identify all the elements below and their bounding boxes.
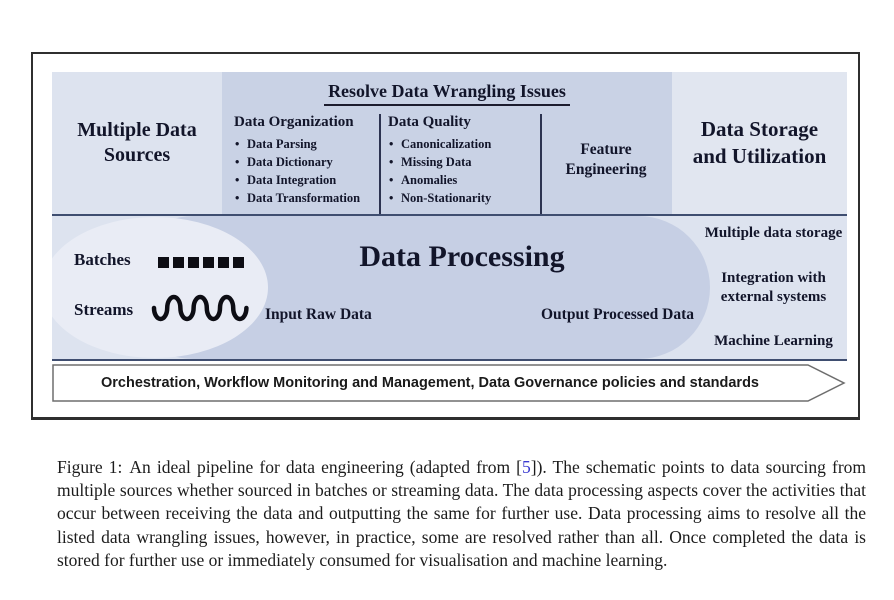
column-divider (379, 114, 381, 218)
list-item: • Anomalies (388, 171, 534, 189)
stream-wave-icon (150, 292, 250, 332)
wrangling-panel-title: Resolve Data Wrangling Issues (324, 81, 570, 106)
list-item: Multiple data storage (704, 225, 843, 241)
data-wrangling-panel (222, 72, 672, 214)
data-quality-column (388, 114, 534, 210)
data-organization-list (234, 135, 377, 207)
list-item: Integration with external systems (720, 269, 827, 305)
list-item: • Data Integration (234, 171, 377, 189)
storage-utilization-list (700, 216, 847, 359)
data-organization-column (234, 114, 377, 210)
list-item: • Missing Data (388, 153, 534, 171)
orchestration-arrow (52, 364, 847, 402)
data-organization-title: Data Organization (234, 114, 354, 130)
data-quality-list (388, 135, 534, 207)
citation-link[interactable]: 5 (522, 456, 531, 477)
sources-blob (52, 217, 268, 358)
caption-prefix: Figure 1: (57, 456, 123, 477)
multiple-data-sources-panel (52, 72, 222, 214)
batch-squares-icon (158, 257, 244, 268)
batches-label: Batches (74, 250, 131, 269)
data-quality-title: Data Quality (388, 114, 471, 130)
figure-caption (57, 456, 866, 573)
list-item: • Data Dictionary (234, 153, 377, 171)
orchestration-arrow-label: Orchestration, Workflow Monitoring and Management, Data Governance policies and standards (101, 374, 759, 391)
streams-label: Streams (74, 300, 134, 319)
data-processing-row (52, 216, 847, 359)
row-divider-line (52, 359, 847, 361)
input-raw-data-label: Input Raw Data (265, 306, 372, 323)
caption-text-after-citation: ]). The schematic points to data sourcing from multiple sources whether sourced in batches or streaming data. The data processing aspects cover the activities that occur between receiving the data and outputting the same for further use. Data processing aims to resolve all the listed data wrangling issues, however, in practice, some are resolved rather than all. Once completed the data is stored for further use or immediately consumed for visualisation and machine learning. (57, 456, 867, 571)
data-processing-title: Data Processing (359, 240, 565, 273)
output-processed-data-label: Output Processed Data (541, 306, 694, 323)
feature-engineering-column (544, 114, 668, 210)
list-item: • Data Parsing (234, 135, 377, 153)
pipeline-figure (31, 52, 860, 420)
data-storage-title: Data Storage and Utilization (692, 117, 827, 168)
feature-engineering-title: Feature Engineering (565, 141, 647, 178)
caption-text-before-citation: An ideal pipeline for data engineering (adapted from [ (129, 456, 523, 477)
multiple-data-sources-title: Multiple Data Sources (77, 119, 197, 166)
column-divider (540, 114, 542, 218)
data-storage-panel (672, 72, 847, 214)
list-item: • Non-Stationarity (388, 189, 534, 207)
list-item: • Data Transformation (234, 189, 377, 207)
list-item: Machine Learning (714, 333, 833, 349)
list-item: • Canonicalization (388, 135, 534, 153)
